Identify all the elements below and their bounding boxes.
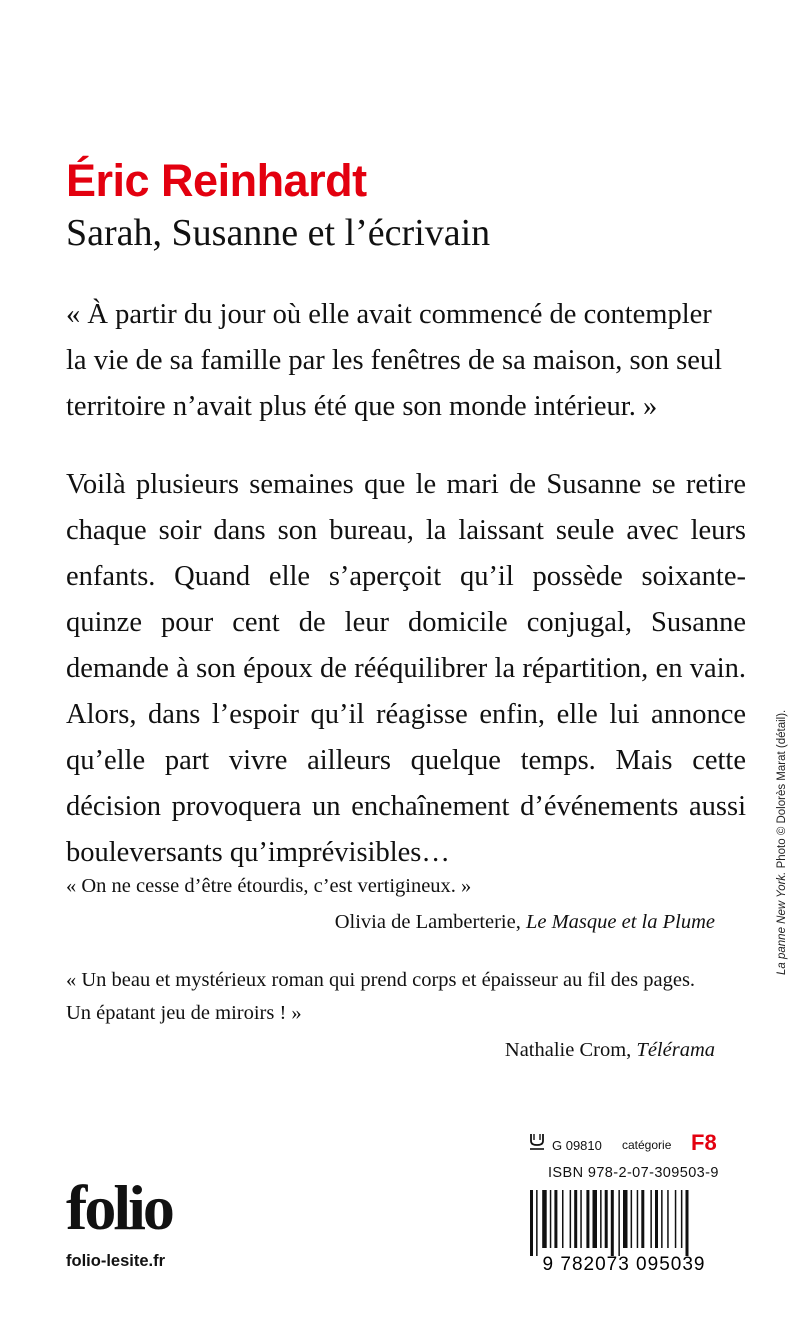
barcode-bar bbox=[650, 1190, 652, 1248]
excerpt-quote: « À partir du jour où elle avait commencé de contempler la vie de sa famille par les fenêtres de sa maison, son seul territoire n’avait plus été que son monde intérieur. » bbox=[66, 299, 723, 422]
barcode-digits: 9 782073 095039 bbox=[542, 1254, 706, 1272]
price-category: F8 bbox=[691, 1130, 717, 1155]
barcode-bar bbox=[554, 1190, 557, 1248]
press-quote-2: « Un beau et mystérieux roman qui prend corps et épaisseur au fil des pages. Un épatant jeu de miroirs ! » bbox=[66, 969, 696, 1024]
catalog-code: G 09810 bbox=[552, 1138, 602, 1153]
barcode-bar bbox=[686, 1190, 689, 1256]
barcode-bar bbox=[655, 1190, 658, 1248]
barcode-bar bbox=[681, 1190, 683, 1248]
isbn: ISBN 978-2-07-309503-9 bbox=[548, 1165, 719, 1181]
barcode-bar bbox=[605, 1190, 608, 1248]
press-source-1 bbox=[335, 906, 715, 939]
barcode-bar bbox=[586, 1190, 589, 1248]
barcode-bar bbox=[550, 1190, 552, 1248]
press-quote-1: « On ne cesse d’être étourdis, c’est vertigineux. » bbox=[66, 875, 472, 897]
barcode-bar bbox=[623, 1190, 628, 1248]
press-critic-1: Olivia de Lamberterie, bbox=[334, 911, 521, 933]
barcode-bar bbox=[574, 1190, 577, 1248]
press-source-2 bbox=[505, 1034, 715, 1067]
barcode-bars bbox=[530, 1190, 689, 1256]
press-outlet-2: Télérama bbox=[636, 1039, 715, 1061]
barcode bbox=[526, 1190, 722, 1272]
barcode-bar bbox=[542, 1190, 547, 1248]
barcode-bar bbox=[611, 1190, 614, 1256]
barcode-bar bbox=[562, 1190, 564, 1248]
credit-work: La panne New York. bbox=[776, 871, 788, 975]
catalog-info bbox=[528, 1128, 718, 1158]
photo-credit bbox=[776, 710, 788, 975]
barcode-bar bbox=[570, 1190, 572, 1248]
barcode-bar bbox=[661, 1190, 663, 1248]
barcode-bar bbox=[600, 1190, 602, 1248]
barcode-bar bbox=[675, 1190, 677, 1248]
barcode-bar bbox=[618, 1190, 620, 1256]
book-title: Sarah, Susanne et l’écrivain bbox=[66, 212, 491, 254]
barcode-bar bbox=[530, 1190, 533, 1256]
barcode-bar bbox=[580, 1190, 582, 1248]
barcode-bar bbox=[667, 1190, 669, 1248]
barcode-bar bbox=[637, 1190, 639, 1248]
publisher-logo: folio bbox=[66, 1172, 172, 1243]
barcode-bar bbox=[593, 1190, 598, 1248]
barcode-bar bbox=[631, 1190, 633, 1248]
catalog-label: catégorie bbox=[622, 1138, 672, 1152]
press-critic-2: Nathalie Crom, bbox=[504, 1039, 632, 1061]
credit-photo: Photo © Dolorès Marat (détail). bbox=[776, 709, 788, 872]
recycle-icon bbox=[528, 1132, 546, 1152]
barcode-bar bbox=[536, 1190, 538, 1256]
barcode-bar bbox=[641, 1190, 644, 1248]
synopsis: Voilà plusieurs semaines que le mari de Susanne se retire chaque soir dans son bureau, la laissant seule avec leurs enfants. Quand elle s’aperçoit qu’il possède soixante-quinze pour cent de leur domicile conjugal, Susanne demande à son époux de rééquilibrer la répartition, en vain. Alors, dans l’espoir qu’il réagisse enfin, elle lui annonce qu’elle part vivre ailleurs quelque temps. Mais cette décision provoquera un enchaînement d’événements aussi bouleversants qu’imprévisibles… bbox=[66, 469, 746, 868]
press-outlet-1: Le Masque et la Plume bbox=[525, 911, 715, 933]
publisher-website: folio-lesite.fr bbox=[66, 1252, 166, 1270]
author-name: Éric Reinhardt bbox=[66, 155, 367, 206]
